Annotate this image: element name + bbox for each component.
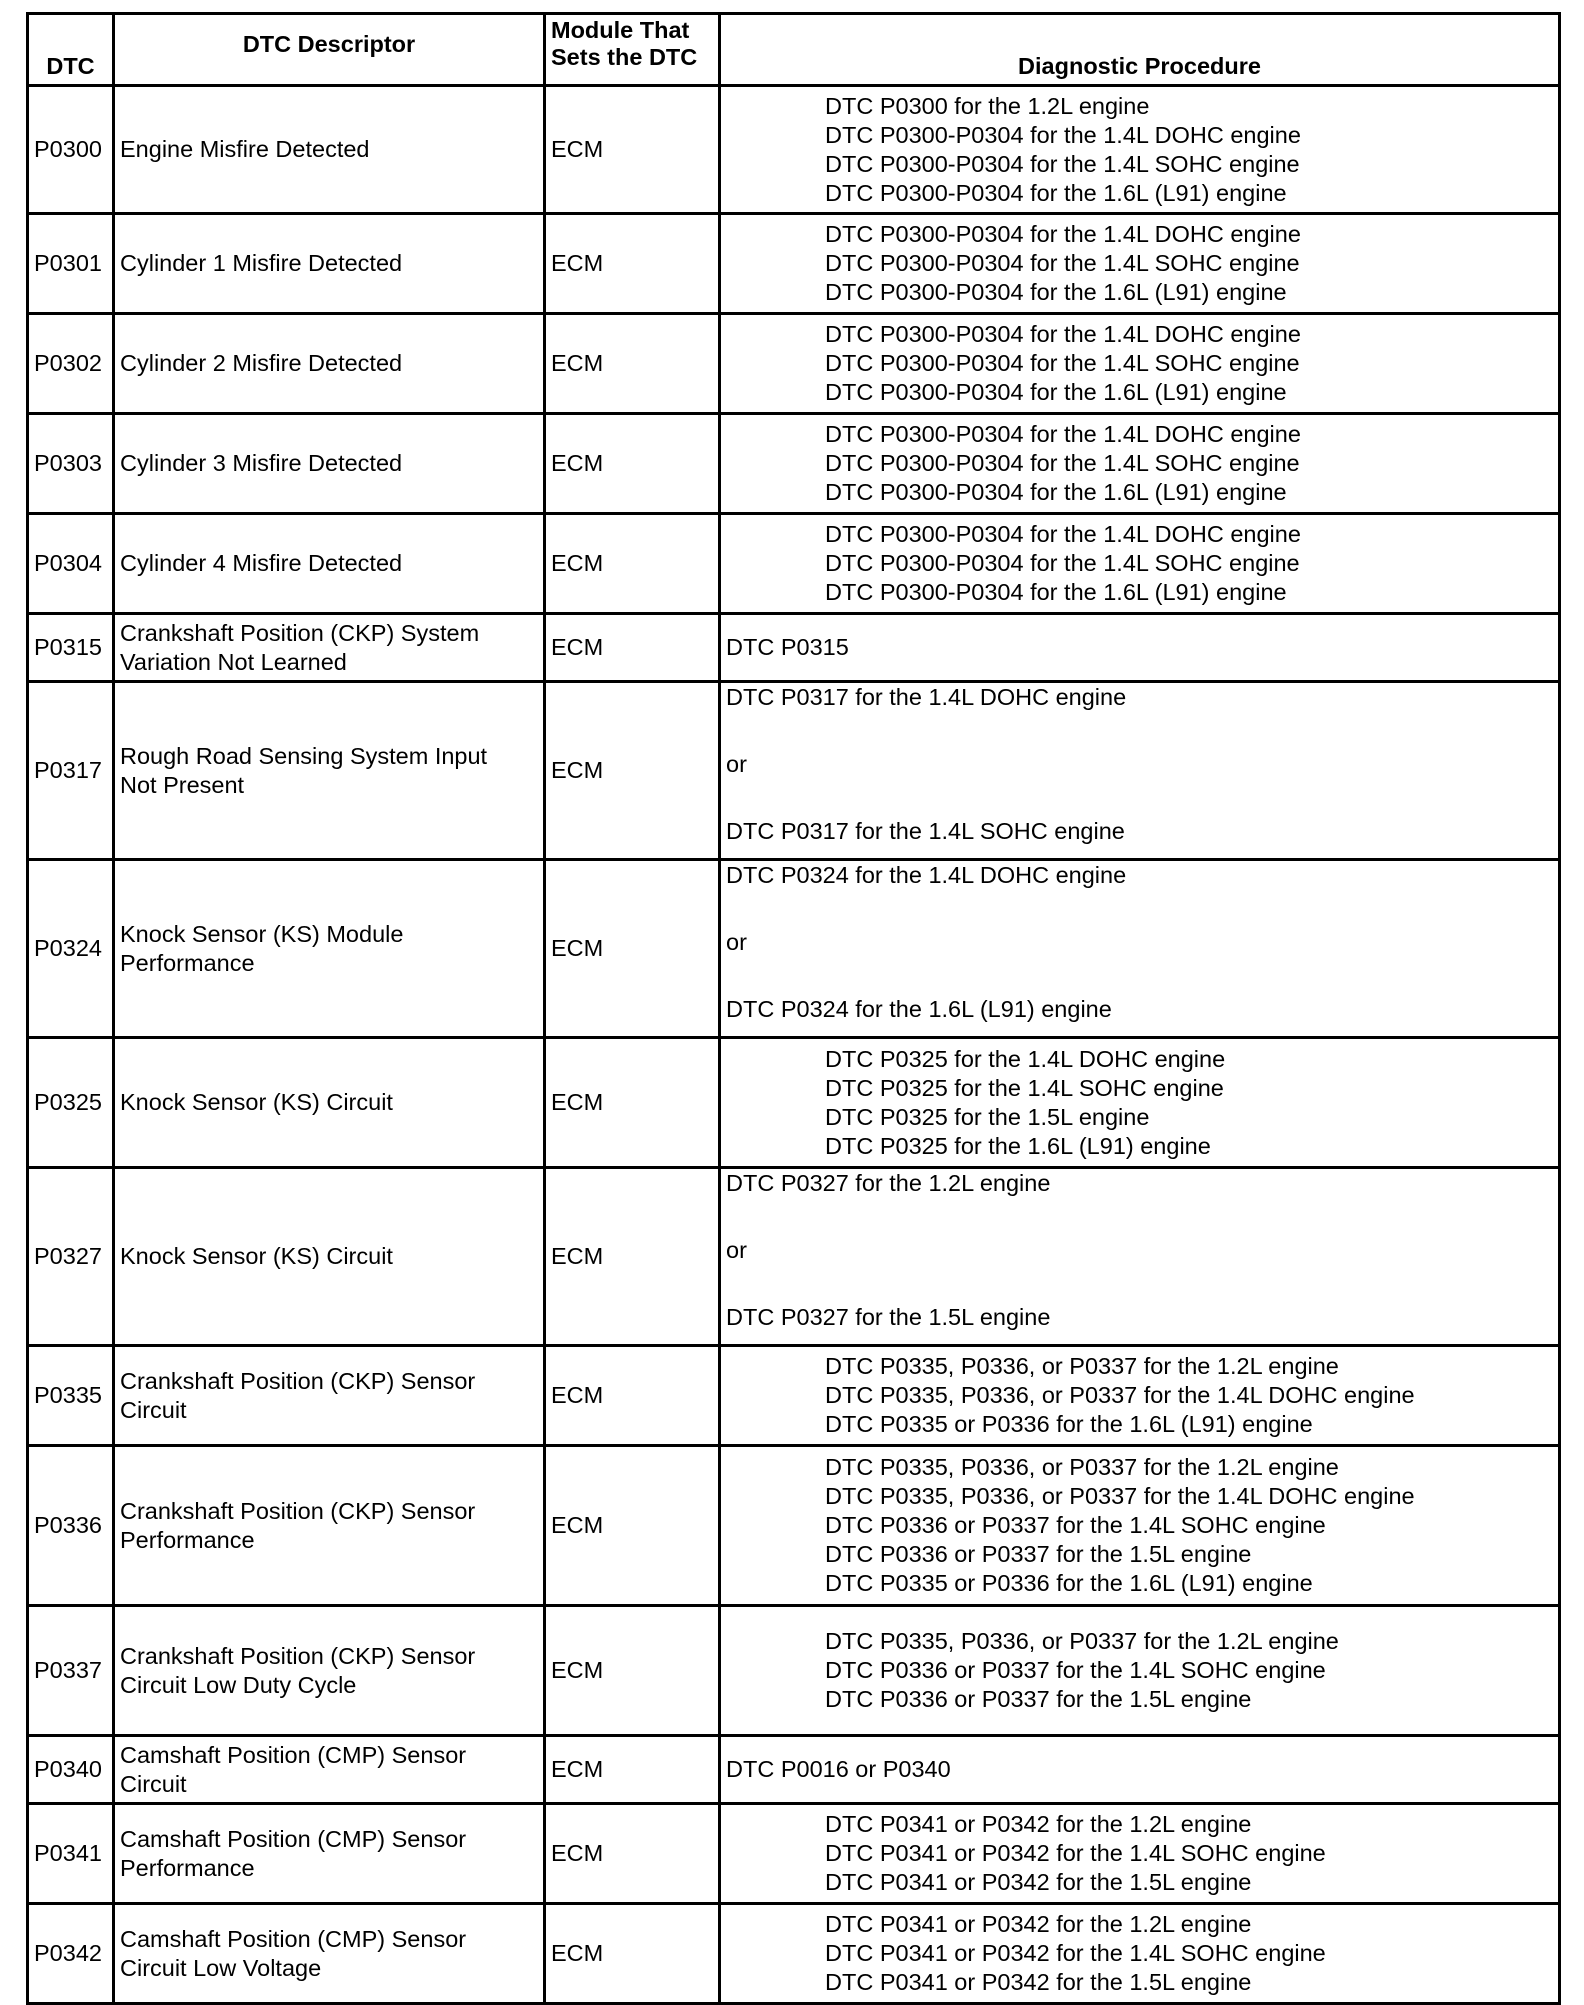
dtc-descriptor: [114, 1446, 545, 1606]
procedure-line: DTC P0300-P0304 for the 1.4L DOHC engine: [825, 321, 1301, 347]
descriptor-line: Crankshaft Position (CKP) Sensor: [120, 1367, 476, 1394]
table-row: [28, 514, 1560, 614]
descriptor-line: Crankshaft Position (CKP) Sensor: [120, 1497, 476, 1524]
dtc-code: P0324: [28, 860, 114, 1038]
dtc-descriptor: [114, 614, 545, 682]
dtc-code: P0336: [28, 1446, 114, 1606]
dtc-descriptor: [114, 1736, 545, 1804]
dtc-procedure: [720, 860, 1560, 1038]
dtc-module: ECM: [545, 414, 720, 514]
procedure-line: DTC P0336 or P0337 for the 1.5L engine: [825, 1541, 1252, 1567]
procedure-line: DTC P0300-P0304 for the 1.4L DOHC engine: [825, 121, 1301, 148]
table-row: [28, 414, 1560, 514]
descriptor-line: Circuit Low Duty Cycle: [120, 1671, 357, 1698]
procedure-line: DTC P0341 or P0342 for the 1.5L engine: [825, 1869, 1252, 1895]
dtc-code: P0341: [28, 1804, 114, 1904]
procedure-line: DTC P0327 for the 1.5L engine: [726, 1304, 1051, 1330]
dtc-descriptor: Engine Misfire Detected: [114, 86, 545, 214]
table-row: [28, 1038, 1560, 1168]
procedure-line: DTC P0300-P0304 for the 1.4L SOHC engine: [825, 250, 1300, 276]
dtc-procedure: [720, 1606, 1560, 1736]
procedure-line: DTC P0300-P0304 for the 1.6L (L91) engine: [825, 379, 1287, 405]
procedure-line: DTC P0300-P0304 for the 1.6L (L91) engine: [825, 479, 1287, 505]
procedure-line: DTC P0324 for the 1.6L (L91) engine: [726, 996, 1112, 1022]
dtc-module: ECM: [545, 1606, 720, 1736]
header-dtc: DTC: [28, 14, 114, 86]
procedure-line: DTC P0300-P0304 for the 1.4L SOHC engine: [825, 150, 1300, 177]
dtc-code: P0302: [28, 314, 114, 414]
table-row: [28, 1606, 1560, 1736]
descriptor-line: Not Present: [120, 771, 245, 798]
dtc-procedure: [720, 86, 1560, 214]
header-procedure: Diagnostic Procedure: [720, 14, 1560, 86]
descriptor-line: Performance: [120, 1526, 255, 1553]
table-body: [28, 86, 1560, 2004]
procedure-line: DTC P0335, P0336, or P0337 for the 1.2L engine: [825, 1353, 1339, 1379]
dtc-descriptor: Cylinder 4 Misfire Detected: [114, 514, 545, 614]
procedure-line: DTC P0300-P0304 for the 1.4L DOHC engine: [825, 221, 1301, 247]
procedure-line: DTC P0325 for the 1.4L SOHC engine: [825, 1074, 1224, 1101]
dtc-procedure: [720, 1446, 1560, 1606]
procedure-line: DTC P0336 or P0337 for the 1.4L SOHC engine: [825, 1657, 1326, 1683]
table-row: [28, 860, 1560, 1038]
dtc-procedure: [720, 314, 1560, 414]
table-row: [28, 1168, 1560, 1346]
procedure-line: DTC P0300-P0304 for the 1.6L (L91) engine: [825, 579, 1287, 605]
procedure-line: DTC P0335, P0336, or P0337 for the 1.4L DOHC engine: [825, 1483, 1415, 1509]
descriptor-line: Circuit: [120, 1396, 187, 1423]
dtc-module: ECM: [545, 614, 720, 682]
procedure-line: or: [726, 751, 747, 777]
dtc-module: ECM: [545, 860, 720, 1038]
procedure-line: DTC P0300-P0304 for the 1.4L SOHC engine: [825, 450, 1300, 476]
dtc-code: P0300: [28, 86, 114, 214]
descriptor-line: Performance: [120, 1854, 255, 1881]
procedure-line: DTC P0335 or P0336 for the 1.6L (L91) engine: [825, 1570, 1313, 1596]
dtc-procedure: [720, 1168, 1560, 1346]
dtc-procedure: [720, 414, 1560, 514]
dtc-descriptor: [114, 1346, 545, 1446]
dtc-descriptor: Knock Sensor (KS) Circuit: [114, 1168, 545, 1346]
dtc-procedure: [720, 1736, 1560, 1804]
dtc-code: P0317: [28, 682, 114, 860]
dtc-module: ECM: [545, 1168, 720, 1346]
dtc-table-container: [26, 12, 1558, 2005]
procedure-spacer: [726, 1198, 1553, 1236]
procedure-line: DTC P0300-P0304 for the 1.4L DOHC engine: [825, 421, 1301, 447]
table-row: [28, 314, 1560, 414]
procedure-line: DTC P0341 or P0342 for the 1.2L engine: [825, 1811, 1252, 1837]
dtc-code: P0335: [28, 1346, 114, 1446]
dtc-procedure: [720, 614, 1560, 682]
header-descriptor: DTC Descriptor: [114, 14, 545, 86]
procedure-line: DTC P0325 for the 1.5L engine: [825, 1103, 1150, 1130]
dtc-descriptor: Cylinder 1 Misfire Detected: [114, 214, 545, 314]
dtc-module: ECM: [545, 214, 720, 314]
descriptor-line: Camshaft Position (CMP) Sensor: [120, 1925, 467, 1952]
descriptor-line: Crankshaft Position (CKP) System: [120, 619, 480, 646]
dtc-procedure: [720, 682, 1560, 860]
dtc-module: ECM: [545, 682, 720, 860]
procedure-line: DTC P0335, P0336, or P0337 for the 1.2L engine: [825, 1628, 1339, 1654]
dtc-code: P0301: [28, 214, 114, 314]
table-header-row: [28, 14, 1560, 86]
dtc-module: ECM: [545, 1038, 720, 1168]
dtc-code: P0325: [28, 1038, 114, 1168]
procedure-line: DTC P0335, P0336, or P0337 for the 1.4L DOHC engine: [825, 1382, 1415, 1408]
dtc-module: ECM: [545, 1904, 720, 2004]
table-row: [28, 1346, 1560, 1446]
procedure-line: DTC P0336 or P0337 for the 1.5L engine: [825, 1686, 1252, 1712]
table-row: [28, 214, 1560, 314]
table-row: [28, 1904, 1560, 2004]
procedure-line: DTC P0300-P0304 for the 1.4L SOHC engine: [825, 550, 1300, 576]
descriptor-line: Circuit Low Voltage: [120, 1954, 322, 1981]
dtc-code: P0342: [28, 1904, 114, 2004]
procedure-line: or: [726, 1237, 747, 1263]
descriptor-line: Circuit: [120, 1770, 187, 1797]
dtc-code: P0337: [28, 1606, 114, 1736]
descriptor-line: Knock Sensor (KS) Module: [120, 920, 404, 947]
dtc-descriptor: Knock Sensor (KS) Circuit: [114, 1038, 545, 1168]
dtc-descriptor: Cylinder 3 Misfire Detected: [114, 414, 545, 514]
procedure-spacer: [726, 779, 1553, 817]
procedure-line: DTC P0300-P0304 for the 1.4L DOHC engine: [825, 521, 1301, 547]
dtc-code: P0327: [28, 1168, 114, 1346]
dtc-module: ECM: [545, 1736, 720, 1804]
dtc-descriptor: [114, 1904, 545, 2004]
table-row: [28, 86, 1560, 214]
procedure-spacer: [726, 712, 1553, 750]
dtc-module: ECM: [545, 314, 720, 414]
table-row: [28, 1804, 1560, 1904]
procedure-line: DTC P0325 for the 1.6L (L91) engine: [825, 1132, 1211, 1159]
procedure-line: DTC P0317 for the 1.4L DOHC engine: [726, 684, 1127, 710]
procedure-line: DTC P0016 or P0340: [726, 1756, 951, 1782]
procedure-line: DTC P0317 for the 1.4L SOHC engine: [726, 818, 1125, 844]
dtc-module: ECM: [545, 1804, 720, 1904]
procedure-line: DTC P0335 or P0336 for the 1.6L (L91) engine: [825, 1411, 1313, 1437]
procedure-line: DTC P0336 or P0337 for the 1.4L SOHC engine: [825, 1512, 1326, 1538]
procedure-line: DTC P0341 or P0342 for the 1.2L engine: [825, 1911, 1252, 1937]
procedure-spacer: [726, 890, 1553, 928]
dtc-module: ECM: [545, 1346, 720, 1446]
descriptor-line: Camshaft Position (CMP) Sensor: [120, 1741, 467, 1768]
dtc-procedure: [720, 214, 1560, 314]
dtc-code: P0303: [28, 414, 114, 514]
procedure-line: DTC P0300 for the 1.2L engine: [825, 92, 1150, 119]
dtc-descriptor: [114, 682, 545, 860]
dtc-procedure: [720, 1038, 1560, 1168]
procedure-line: DTC P0325 for the 1.4L DOHC engine: [825, 1045, 1226, 1072]
procedure-line: DTC P0341 or P0342 for the 1.5L engine: [825, 1969, 1252, 1995]
dtc-procedure: [720, 1904, 1560, 2004]
table-row: [28, 682, 1560, 860]
dtc-descriptor: [114, 860, 545, 1038]
dtc-module: ECM: [545, 86, 720, 214]
procedure-spacer: [726, 1265, 1553, 1303]
descriptor-line: Camshaft Position (CMP) Sensor: [120, 1825, 467, 1852]
descriptor-line: Variation Not Learned: [120, 648, 347, 675]
header-module: Module That Sets the DTC: [545, 14, 720, 86]
dtc-code: P0315: [28, 614, 114, 682]
dtc-code: P0340: [28, 1736, 114, 1804]
descriptor-line: Performance: [120, 949, 255, 976]
procedure-line: DTC P0341 or P0342 for the 1.4L SOHC engine: [825, 1840, 1326, 1866]
procedure-line: DTC P0327 for the 1.2L engine: [726, 1170, 1051, 1196]
dtc-procedure: [720, 514, 1560, 614]
procedure-line: DTC P0300-P0304 for the 1.6L (L91) engine: [825, 279, 1287, 305]
dtc-descriptor: [114, 1804, 545, 1904]
dtc-descriptor: Cylinder 2 Misfire Detected: [114, 314, 545, 414]
table-row: [28, 1446, 1560, 1606]
dtc-code: P0304: [28, 514, 114, 614]
procedure-line: DTC P0324 for the 1.4L DOHC engine: [726, 862, 1127, 888]
descriptor-line: Rough Road Sensing System Input: [120, 742, 488, 769]
dtc-module: ECM: [545, 1446, 720, 1606]
procedure-line: DTC P0315: [726, 634, 849, 660]
procedure-line: DTC P0335, P0336, or P0337 for the 1.2L engine: [825, 1454, 1339, 1480]
table-row: [28, 614, 1560, 682]
dtc-module: ECM: [545, 514, 720, 614]
dtc-descriptor: [114, 1606, 545, 1736]
procedure-line: DTC P0300-P0304 for the 1.4L SOHC engine: [825, 350, 1300, 376]
procedure-line: DTC P0341 or P0342 for the 1.4L SOHC engine: [825, 1940, 1326, 1966]
descriptor-line: Crankshaft Position (CKP) Sensor: [120, 1642, 476, 1669]
table-row: [28, 1736, 1560, 1804]
procedure-line: or: [726, 929, 747, 955]
dtc-table: [26, 12, 1561, 2005]
dtc-procedure: [720, 1804, 1560, 1904]
procedure-spacer: [726, 957, 1553, 995]
dtc-procedure: [720, 1346, 1560, 1446]
procedure-line: DTC P0300-P0304 for the 1.6L (L91) engine: [825, 179, 1287, 206]
